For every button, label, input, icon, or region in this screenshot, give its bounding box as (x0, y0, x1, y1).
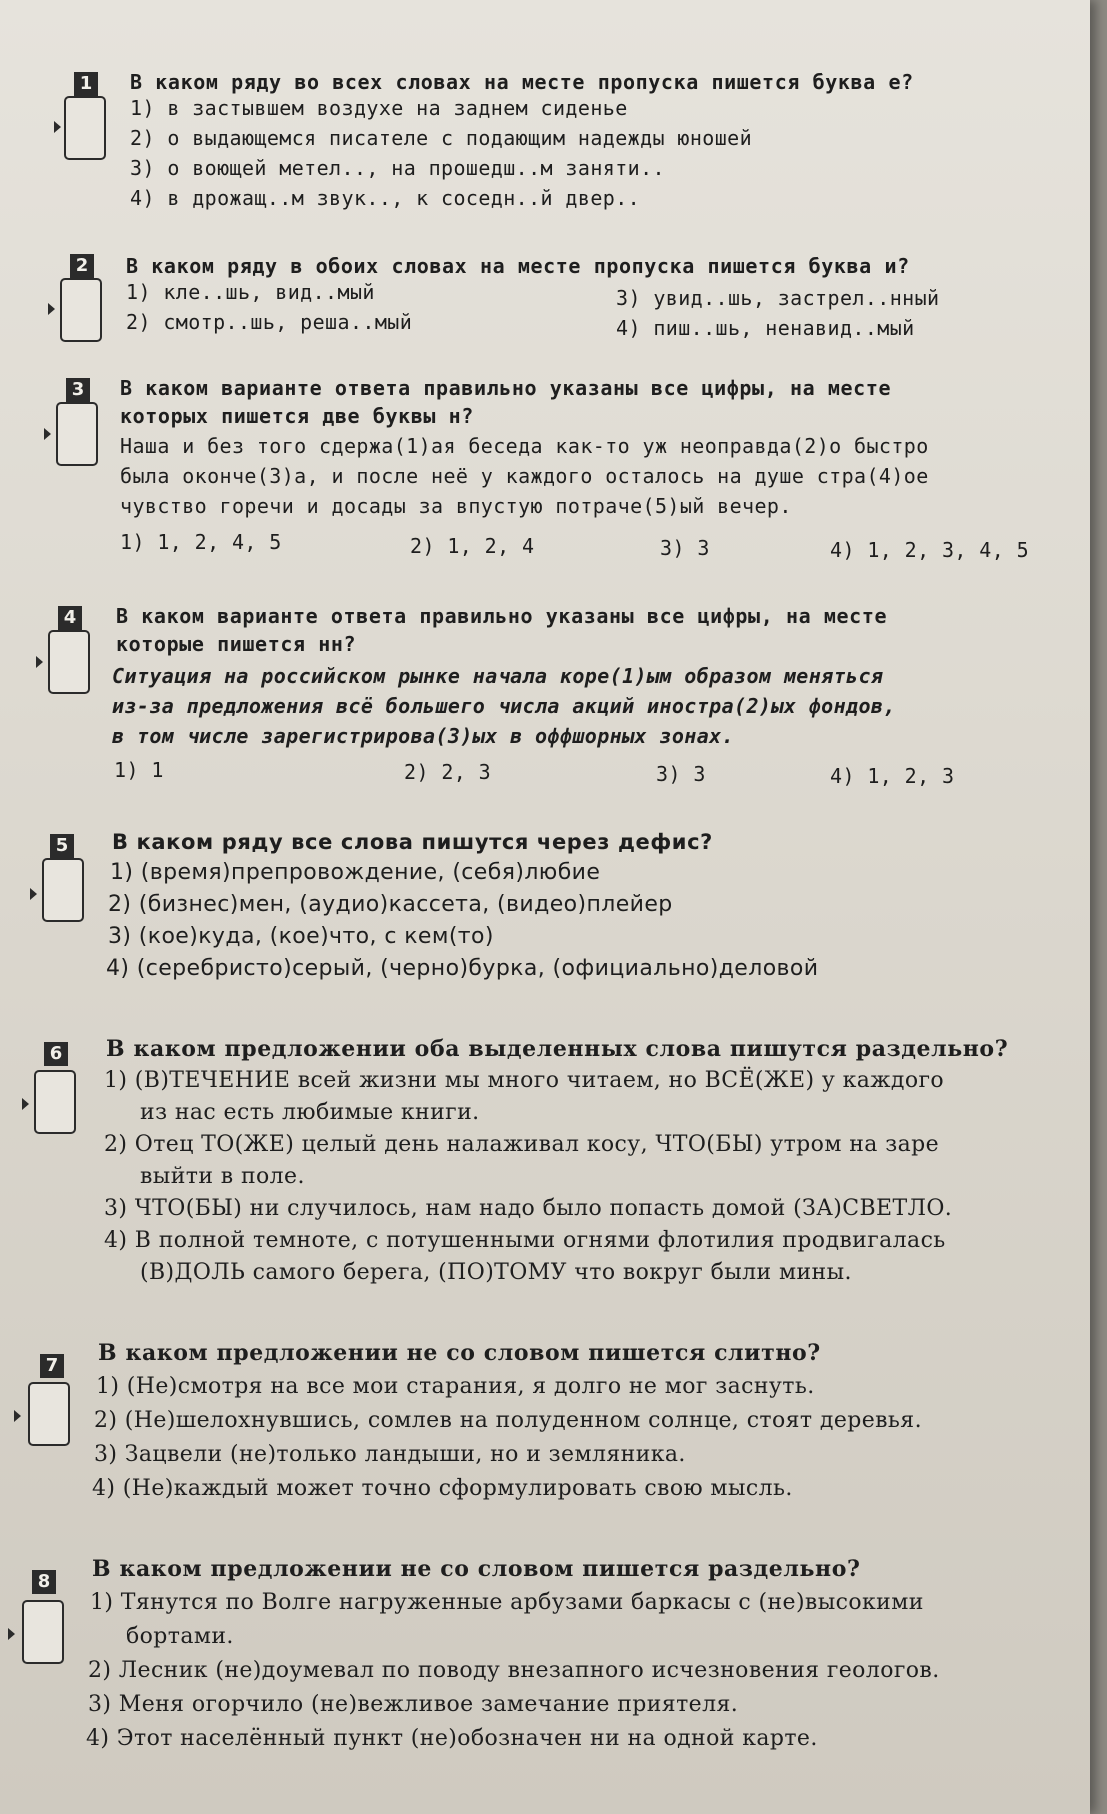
question-text: В каком ряду во всех словах на месте пропуска пишется буква е? (130, 70, 914, 94)
answer-option: 1) (время)препровождение, (себя)любие (110, 860, 601, 885)
answer-option: 3) о воющей метел.., на прошедш..м заняти.. (130, 156, 665, 180)
task-number: 6 (44, 1042, 68, 1066)
task-text-line: чувство горечи и досады за впустую потраче(5)ый вечер. (120, 494, 792, 518)
arrow-icon (44, 428, 51, 440)
answer-box[interactable] (42, 858, 84, 922)
task-text-line: Ситуация на российском рынке начала коре(1)ым образом меняться (112, 664, 884, 688)
answer-option: 2) (бизнес)мен, (аудио)кассета, (видео)плейер (108, 892, 673, 917)
answer-option: 3) (кое)куда, (кое)что, с кем(то) (108, 924, 494, 949)
arrow-icon (8, 1628, 15, 1640)
task-text-line: Наша и без того сдержа(1)ая беседа как-то уж неоправда(2)о быстро (120, 434, 929, 458)
question-text: В каком предложении не со словом пишется раздельно? (92, 1556, 861, 1582)
answer-box[interactable] (60, 278, 102, 342)
arrow-icon (30, 888, 37, 900)
question-text: В каком предложении не со словом пишется слитно? (98, 1340, 821, 1366)
answer-option: 4) Этот населённый пункт (не)обозначен ни на одной карте. (86, 1726, 818, 1751)
answer-option: 1) 1 (114, 758, 164, 782)
answer-option: 3) ЧТО(БЫ) ни случилось, нам надо было попасть домой (ЗА)СВЕТЛО. (104, 1196, 953, 1221)
question-line: В каком варианте ответа правильно указаны все цифры, на месте (120, 376, 892, 400)
answer-option: 4) (Не)каждый может точно сформулировать свою мысль. (92, 1476, 793, 1501)
task-number: 1 (74, 72, 98, 96)
answer-box[interactable] (34, 1070, 76, 1134)
answer-option: 2) о выдающемся писателе с подающим надежды юношей (130, 126, 753, 150)
answer-box[interactable] (64, 96, 106, 160)
answer-option-continued: выйти в поле. (140, 1164, 305, 1189)
answer-option: 2) Отец ТО(ЖЕ) целый день налаживал косу, ЧТО(БЫ) утром на заре (104, 1132, 940, 1157)
answer-option: 3) Меня огорчило (не)вежливое замечание приятеля. (88, 1692, 739, 1717)
answer-option: 1) в застывшем воздухе на заднем сиденье (130, 96, 628, 120)
answer-option-continued: (В)ДОЛЬ самого берега, (ПО)ТОМУ что вокруг были мины. (140, 1260, 852, 1285)
question-line: которые пишется нн? (116, 632, 357, 656)
answer-option-continued: из нас есть любимые книги. (140, 1100, 480, 1125)
answer-option: 2) 2, 3 (404, 760, 492, 784)
arrow-icon (48, 303, 55, 315)
task-text-line: была оконче(3)а, и после неё у каждого осталось на душе стра(4)ое (120, 464, 929, 488)
task-number: 7 (40, 1354, 64, 1378)
answer-box[interactable] (22, 1600, 64, 1664)
task-number: 5 (50, 834, 74, 858)
task-text-line: из-за предложения всё большего числа акций иностра(2)ых фондов, (112, 694, 896, 718)
answer-option: 4) в дрожащ..м звук.., к соседн..й двер.. (130, 186, 641, 210)
answer-option: 4) пиш..шь, ненавид..мый (616, 316, 915, 340)
answer-box[interactable] (28, 1382, 70, 1446)
arrow-icon (54, 121, 61, 133)
answer-option: 1) (Не)смотря на все мои старания, я долго не мог заснуть. (96, 1374, 815, 1399)
answer-option: 2) 1, 2, 4 (410, 534, 535, 558)
arrow-icon (22, 1098, 29, 1110)
answer-option: 4) 1, 2, 3 (830, 764, 955, 788)
task-number: 2 (70, 254, 94, 278)
answer-option: 3) 3 (660, 536, 710, 560)
answer-option: 2) Лесник (не)доумевал по поводу внезапного исчезновения геологов. (88, 1658, 940, 1683)
answer-box[interactable] (48, 630, 90, 694)
question-text: В каком ряду в обоих словах на месте пропуска пишется буква и? (126, 254, 910, 278)
answer-option: 4) В полной темноте, с потушенными огнями флотилия продвигалась (104, 1228, 946, 1253)
question-line: В каком варианте ответа правильно указаны все цифры, на месте (116, 604, 888, 628)
answer-option: 1) Тянутся по Волге нагруженные арбузами баркасы с (не)высокими (90, 1590, 924, 1615)
task-number: 3 (66, 378, 90, 402)
task-number: 8 (32, 1570, 56, 1594)
answer-option: 4) (серебристо)серый, (черно)бурка, (официально)деловой (106, 956, 819, 981)
task-number: 4 (58, 606, 82, 630)
answer-option: 1) кле..шь, вид..мый (126, 280, 375, 304)
answer-option: 3) 3 (656, 762, 706, 786)
answer-option: 2) смотр..шь, реша..мый (126, 310, 413, 334)
answer-option: 3) увид..шь, застрел..нный (616, 286, 940, 310)
answer-option: 1) (В)ТЕЧЕНИЕ всей жизни мы много читаем, но ВСЁ(ЖЕ) у каждого (104, 1068, 945, 1093)
arrow-icon (14, 1410, 21, 1422)
arrow-icon (36, 656, 43, 668)
answer-option: 3) Зацвели (не)только ландыши, но и земляника. (94, 1442, 686, 1467)
answer-option: 2) (Не)шелохнувшись, сомлев на полуденном солнце, стоят деревья. (94, 1408, 922, 1433)
question-line: которых пишется две буквы н? (120, 404, 474, 428)
question-text: В каком ряду все слова пишутся через дефис? (112, 830, 713, 854)
task-text-line: в том числе зарегистрирова(3)ых в оффшорных зонах. (112, 724, 735, 748)
question-text: В каком предложении оба выделенных слова пишутся раздельно? (106, 1036, 1009, 1062)
answer-option: 1) 1, 2, 4, 5 (120, 530, 282, 554)
answer-option: 4) 1, 2, 3, 4, 5 (830, 538, 1030, 562)
answer-option-continued: бортами. (126, 1624, 234, 1649)
answer-box[interactable] (56, 402, 98, 466)
